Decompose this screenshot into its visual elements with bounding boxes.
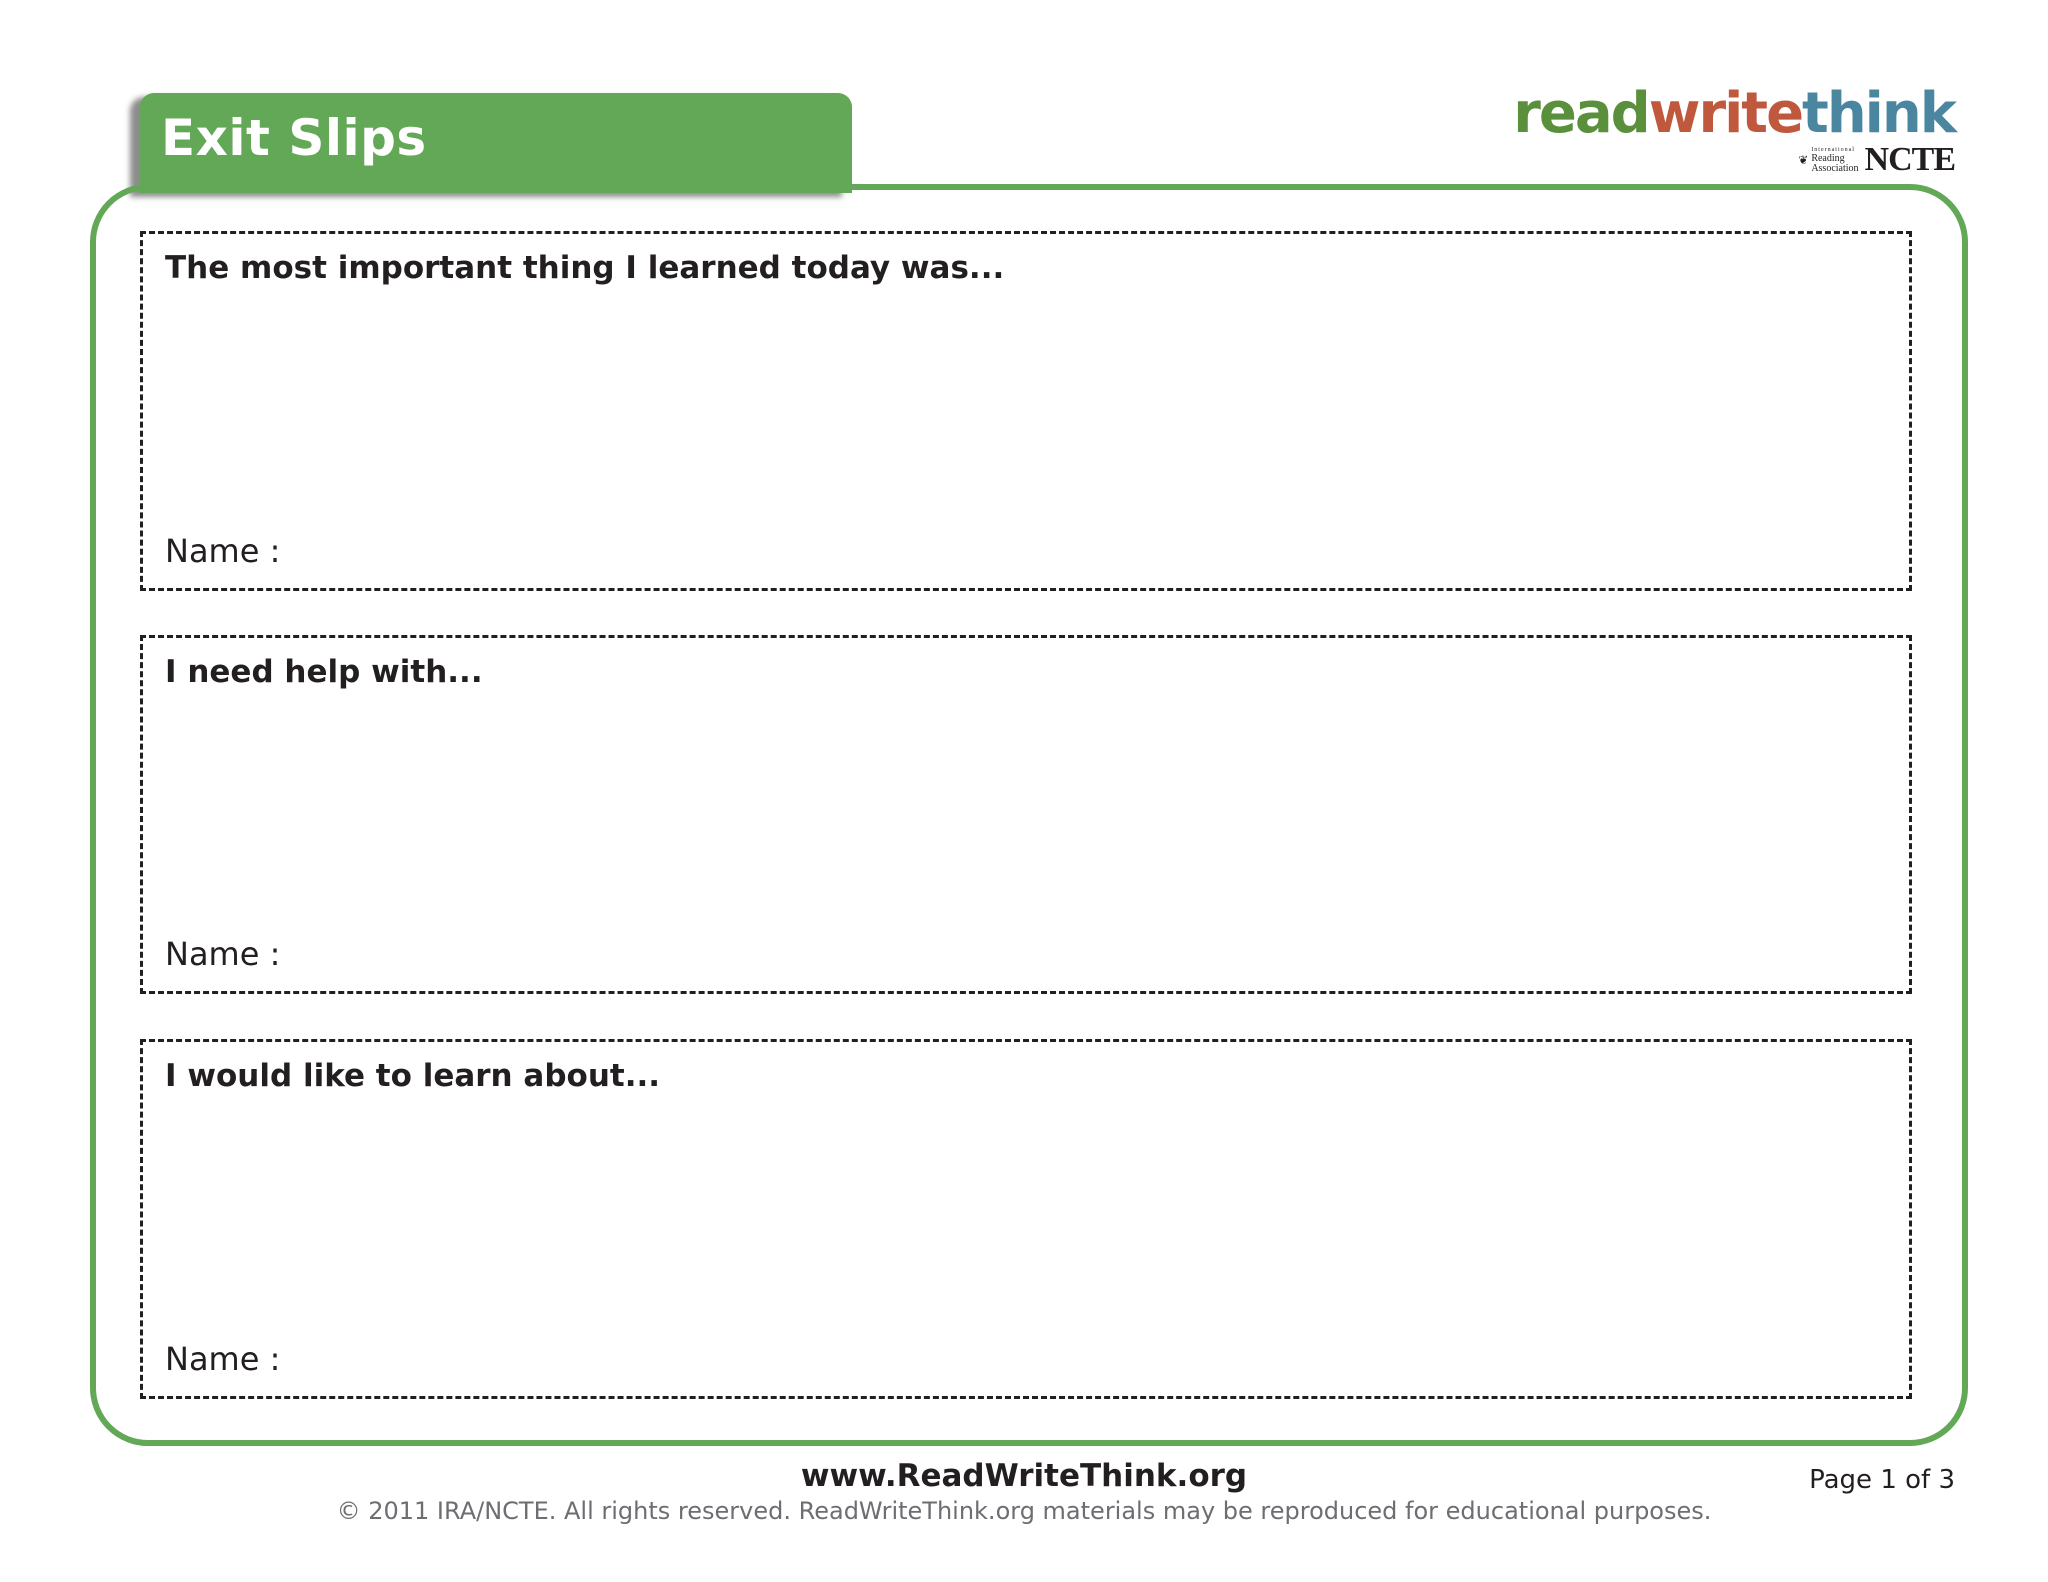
footer-copyright: © 2011 IRA/NCTE. All rights reserved. ReadWriteThink.org materials may be reproduced for educational purposes. xyxy=(336,1497,1712,1525)
page-title: Exit Slips xyxy=(161,109,427,167)
logo-think: think xyxy=(1802,81,1955,146)
readwritethink-logo xyxy=(1513,81,1955,178)
logo-wordmark xyxy=(1513,81,1955,146)
slip-name-label: Name : xyxy=(165,532,281,570)
exit-slip-1 xyxy=(140,231,1912,591)
exit-slip-3 xyxy=(140,1039,1912,1399)
title-tab xyxy=(140,93,852,193)
ira-logo xyxy=(1798,147,1858,174)
ira-emblem-icon: ❦ xyxy=(1798,153,1809,167)
slip-name-label: Name : xyxy=(165,935,281,973)
ira-line-3: Association xyxy=(1811,162,1859,174)
slip-prompt: I need help with... xyxy=(165,654,483,690)
ira-line-2: Reading xyxy=(1811,152,1845,164)
logo-read: read xyxy=(1513,81,1649,146)
logo-partners xyxy=(1798,141,1955,178)
slip-prompt: The most important thing I learned today was... xyxy=(165,250,1005,286)
footer-url: www.ReadWriteThink.org xyxy=(800,1458,1248,1494)
ncte-logo: NCTE xyxy=(1864,141,1955,178)
logo-write: write xyxy=(1648,81,1803,146)
slip-name-label: Name : xyxy=(165,1340,281,1378)
slip-prompt: I would like to learn about... xyxy=(165,1058,661,1094)
ira-line-1: International xyxy=(1811,146,1855,153)
page-number: Page 1 of 3 xyxy=(1809,1465,1955,1495)
exit-slip-2 xyxy=(140,635,1912,994)
ira-text xyxy=(1811,147,1858,174)
